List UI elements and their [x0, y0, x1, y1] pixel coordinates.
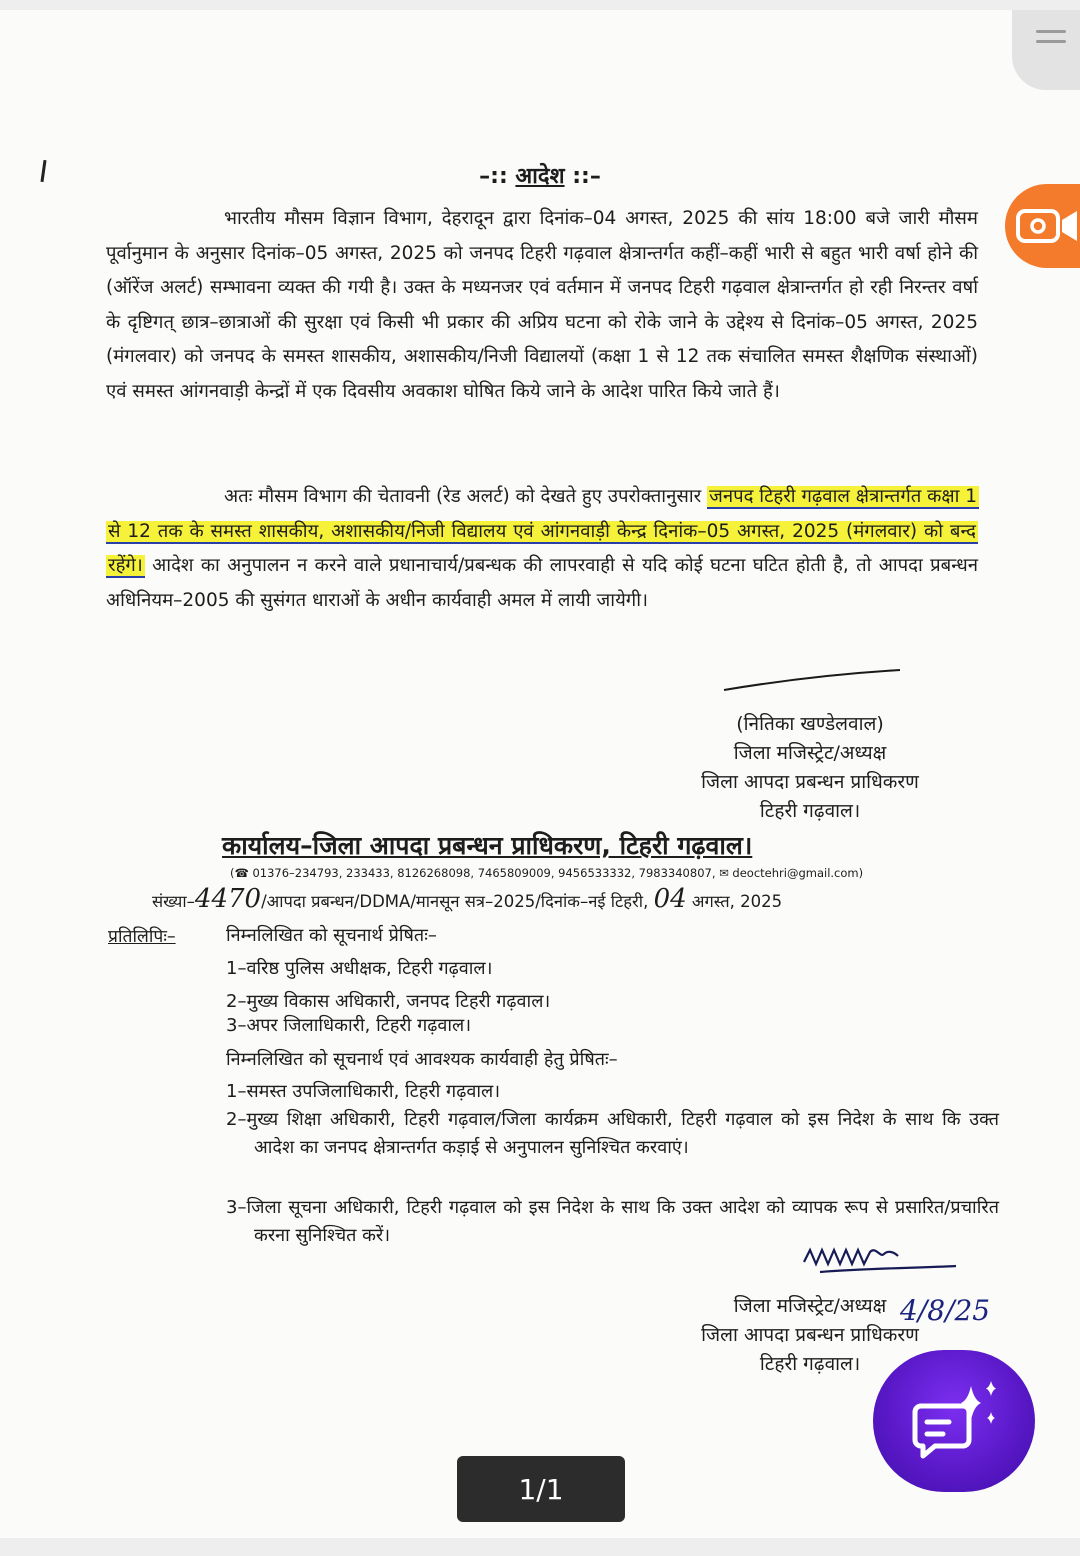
copy-recipient: 2–मुख्य विकास अधिकारी, जनपद टिहरी गढ़वाल। [226, 991, 551, 1012]
handwritten-ref-number: 4470 [194, 884, 262, 914]
signatory-designation: जिला मजिस्ट्रेट/अध्यक्ष [733, 742, 887, 764]
signatory-designation: जिला मजिस्ट्रेट/अध्यक्ष [733, 1295, 887, 1317]
signatory-block [650, 710, 970, 826]
signatory-name: (नितिका खण्डेलवाल) [736, 713, 884, 735]
signatory-location: टिहरी गढ़वाल। [759, 800, 861, 822]
reference-line: संख्या–4470/आपदा प्रबन्धन/DDMA/मानसून सत्र–2025/दिनांक–नई टिहरी, 04 अगस्त, 2025 [152, 884, 783, 914]
office-heading: कार्यालय–जिला आपदा प्रबन्धन प्राधिकरण, टिहरी गढ़वाल। [222, 831, 753, 860]
signatory-location: टिहरी गढ़वाल। [759, 1353, 861, 1375]
initials-scribble [800, 1238, 960, 1278]
copy-to-label: प्रतिलिपिः– [108, 927, 176, 947]
screen-record-button[interactable] [1005, 184, 1080, 268]
hamburger-menu-button[interactable] [1012, 10, 1080, 90]
order-title: –:: आदेश ::– [479, 164, 601, 189]
copy-recipient: 2–मुख्य शिक्षा अधिकारी, टिहरी गढ़वाल/जिला कार्यक्रम अधिकारी, टिहरी गढ़वाल को इस निदेश के साथ कि उक्त आदेश का जनपद क्षेत्रान्तर्गत कड़ाई से अनुपालन सुनिश्चित करवाएं। [226, 1109, 999, 1158]
paragraph-2-start: अतः मौसम विभाग की चेतावनी (रेड अलर्ट) को देखते हुए उपरोक्तानुसार [224, 486, 708, 507]
signature-stroke [722, 668, 902, 694]
order-paragraph-1: भारतीय मौसम विज्ञान विभाग, देहरादून द्वारा दिनांक–04 अगस्त, 2025 की सांय 18:00 बजे जारी मौसम पूर्वानुमान के अनुसार दिनांक–05 अगस्त, 2025 को जनपद टिहरी गढ़वाल क्षेत्रान्तर्गत कहीं–कहीं भारी से बहुत भारी वर्षा होने की (ऑरेंज अलर्ट) सम्भावना व्यक्त की गयी है। उक्त के मध्यनजर एवं वर्तमान में जनपद टिहरी गढ़वाल क्षेत्रान्तर्गत हो रही निरन्तर वर्षा के दृष्टिगत् छात्र–छात्राओं की सुरक्षा एवं किसी भी प्रकार की अप्रिय घटना को रोके जाने के उद्देश्य से दिनांक–05 अगस्त, 2025 (मंगलवार) को जनपद के समस्त शासकीय, अशासकीय/निजी विद्यालयों (कक्षा 1 से 12 तक संचालित समस्त शैक्षणिक संस्थाओं) एवं समस्त आंगनवाड़ी केन्द्रों में एक दिवसीय अवकाश घोषित किये जाने के आदेश पारित किये जाते हैं। [106, 208, 978, 402]
ai-chat-sparkle-icon [907, 1376, 1007, 1466]
copy-recipient: 3–जिला सूचना अधिकारी, टिहरी गढ़वाल को इस निदेश के साथ कि उक्त आदेश को व्यापक रूप से प्रसारित/प्रचारित करना सुनिश्चित करें। [226, 1197, 999, 1246]
order-paragraph-2 [106, 480, 978, 618]
margin-mark [40, 160, 46, 182]
highlighted-closure-text: जनपद टिहरी गढ़वाल क्षेत्रान्तर्गत कक्षा 1 से 12 तक के समस्त शासकीय, अशासकीय/निजी विद्यालय एवं आंगनवाड़ी केन्द्र दिनांक–05 अगस्त, 2025 (मंगलवार) को बन्द रहेंगे। [108, 486, 978, 576]
handwritten-date: 4/8/25 [900, 1294, 991, 1327]
signatory-authority: जिला आपदा प्रबन्धन प्राधिकरण [701, 771, 919, 793]
office-contact: (☎ 01376–234793, 233433, 8126268098, 7465809009, 9456533332, 7983340807, ✉ deoctehri@gmail.com) [230, 866, 864, 880]
paragraph-2-end: आदेश का अनुपालन न करने वाले प्रधानाचार्य/प्रबन्धक की लापरवाही से यदि कोई घटना घटित होती है, तो आपदा प्रबन्धन अधिनियम–2005 की सुसंगत धाराओं के अधीन कार्यवाही अमल में लायी जायेगी। [106, 555, 978, 611]
copy-recipient: 1–वरिष्ठ पुलिस अधीक्षक, टिहरी गढ़वाल। [226, 958, 493, 979]
page-indicator: 1/1 [457, 1456, 625, 1522]
copy-intro-action: निम्नलिखित को सूचनार्थ एवं आवश्यक कार्यवाही हेतु प्रेषितः– [226, 1049, 618, 1070]
document-page [0, 10, 1080, 1538]
copy-recipient: 3–अपर जिलाधिकारी, टिहरी गढ़वाल। [226, 1015, 472, 1036]
signatory-authority: जिला आपदा प्रबन्धन प्राधिकरण [701, 1324, 919, 1346]
ai-assistant-button[interactable] [873, 1350, 1035, 1492]
screen-record-icon [1015, 201, 1080, 251]
copy-intro-info: निम्नलिखित को सूचनार्थ प्रेषितः– [226, 925, 437, 946]
handwritten-ref-day: 04 [653, 884, 687, 914]
copy-recipient: 1–समस्त उपजिलाधिकारी, टिहरी गढ़वाल। [226, 1081, 501, 1102]
